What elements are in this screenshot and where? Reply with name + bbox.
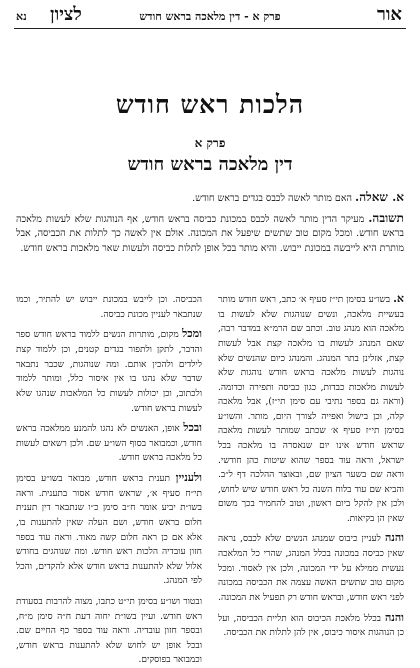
right-column-paragraph (218, 529, 404, 605)
left-column-paragraph (16, 290, 202, 322)
chapter-label: פרק א (194, 136, 226, 150)
question-text: האם מותר לאשה לכבס בגדים בראש חודש. (192, 193, 356, 204)
chapter-title: דין מלאכה בראש חודש (127, 154, 293, 175)
paragraph-text: תענית בראש חודש, מבואר בשו״ע בסימן תי״ח סעיף א׳, שראש חודש אסור בתענית. וראה בשו״ת יביע אומר ח״ב סימן כ״ו שנתבאר דין תענית חלום בראש חודש, ושם העלה שאין להתענות בו, אלא אם כן ראה חלום קשה מאוד. וראה עוד בספר חזון עובדיה הלכות ראש חודש. ומה שנוהגים בחודש אלול שלא להתענות בראש חודש אלא להקדים, והכל לפי המנהג. (16, 474, 202, 587)
running-header-book-title-left: לציון (50, 4, 82, 25)
left-column (16, 290, 202, 666)
paragraph-lead: והנה (384, 531, 404, 545)
paragraph-text: בשו״ע בסימן תי״ז סעיף א׳ כתב, ראש חודש מותר בעשיית מלאכה, ונשים שנוהגות שלא לעשות בו מלאכה הוא מנהג טוב. וכתב שם הרמ״א במדבר רבה, שאם המנהג לעשות בו מלאכה קצת אבל לעשות קצת, אזלינן בתר המנהג. והמנהג כיום שהנשים שלא נוהגות לעשות מלאכה בראש חודש נוהגות שלא לעשות מלאכות כבדות, כגון כביסה ותפירה וכדומה. (וראה גם בספר נתיבי עם סימן תי״ז), אבל מלאכה קלה, וכן בישול ואפייה לצורך היום, מותר. והשו״ע בסימן תי״ז סעיף א׳ שכתב שמותר לעשות מלאכה שראש חודש אינו יום שנאסרה בו מלאכה בכל ישראל, וראה עוד בספר שהוא שיטות כהן חודשי. וראה שם בשער הציון שם, ובאוצר ההלכה דף ל״ב. והביא שם עוד בלוח השנה כל ראש חודש שיש לחוש, ולכן אין להקל ביום ראשון, וטוב להחמיר בכך משום שאין הן בקיאות. (218, 295, 404, 524)
paragraph-text: לעניין כיבוס שמנהג הנשים שלא לכבס, נראה שאין כביסה במכונה בכלל המנהג, שהרי כל המלאכה נעשית ממילא על ידי המכונה, ולכן אין לאסור. ומכל מקום טוב שתשים האשה עצמה את הכביסה במכונה לפני ראש חודש, ובראש חודש רק תפעיל את המכונה. (218, 534, 404, 604)
right-column-paragraph (218, 290, 404, 526)
answer-text: מעיקר הדין מותר לאשה לכבס במכונת כביסה בראש חודש, אף הנוהגות שלא לעשות מלאכה בראש חודש. ומכל מקום טוב שתשים שיפעל את המכונה. אולם אין לאשה כך לתלות את הכביסה, אבל מותרת היא לייבשה במכונת ייבוש. והיא מותר בכל אופן לתלות כביסה ולעשות שאר מלאכות בראש חודש. (16, 213, 404, 255)
paragraph-text: מקום, מותרות הנשים ללמוד בראש חודש ספר והדבר, לתקן ולתפור בגדים קטנים, וכן ללמוד קצת לילדים ולהכין אותם. ומה שנוהגות, שכבר נתבאר שדבר שלא נהגו בו אין איסור כלל, ומותר ללמוד ולכתוב, וכן יכולות לעשות כל המלאכות שנהגו שלא לעשות בראש חודש. (16, 330, 202, 414)
left-column-paragraph (16, 469, 202, 589)
running-header-book-title-right: אור (376, 4, 402, 25)
left-column-paragraph (16, 419, 202, 466)
page-number: נא (16, 10, 27, 23)
running-header (14, 4, 406, 29)
answer-paragraph (16, 209, 404, 257)
question-paragraph (16, 188, 404, 207)
paragraph-text: ובטור ושו״ע בסימן תי״ט כתבו, מצוה להרבות בסעודת ראש חודש. ועיין בשו״ת יחוה דעת ח״ה סימן מ״ח, ובספר חזון עובדיה. וראה עוד בספר כף החיים שם. ובכל אופן יש לחוש שלא להתענות בראש חודש, וכמבואר בפוסקים. (16, 596, 202, 666)
paragraph-text: אופן, האנשים לא נהגו להמנע ממלאכה בראש חודש, וכמבואר בסוף השו״ע שם. ולכן רשאים לעשות כל מלאכה בראש חודש. (16, 424, 202, 464)
left-column-paragraph (16, 592, 202, 668)
question-lead: א. שאלה. (355, 190, 404, 204)
running-header-chapter: פרק א - דין מלאכה בראש חודש (139, 10, 281, 23)
paragraph-lead: והנה (384, 610, 404, 624)
answer-lead: תשובה. (368, 210, 404, 225)
paragraph-text: בכלל מלאכת הכיבוס הוא תליית הכביסה, ועל כן הנוהגות איסור כיבוס, אין להן לתלות את הכביסה. (218, 613, 404, 639)
paragraph-lead: ובכל (183, 421, 202, 435)
right-column (218, 290, 404, 639)
section-title: הלכות ראש חודש (115, 90, 305, 119)
paragraph-lead: ולעניין (175, 471, 202, 485)
paragraph-lead: א. (393, 292, 404, 305)
right-column-paragraph (218, 609, 404, 641)
paragraph-text: הכביסה. וכן לייבש במכונת ייבוש יש להתיר, וכמו שנתבאר לעניין מכונת כביסה. (16, 295, 202, 320)
paragraph-lead: ומכל (182, 327, 202, 341)
left-column-paragraph (16, 325, 202, 416)
question-answer-block (16, 188, 404, 259)
